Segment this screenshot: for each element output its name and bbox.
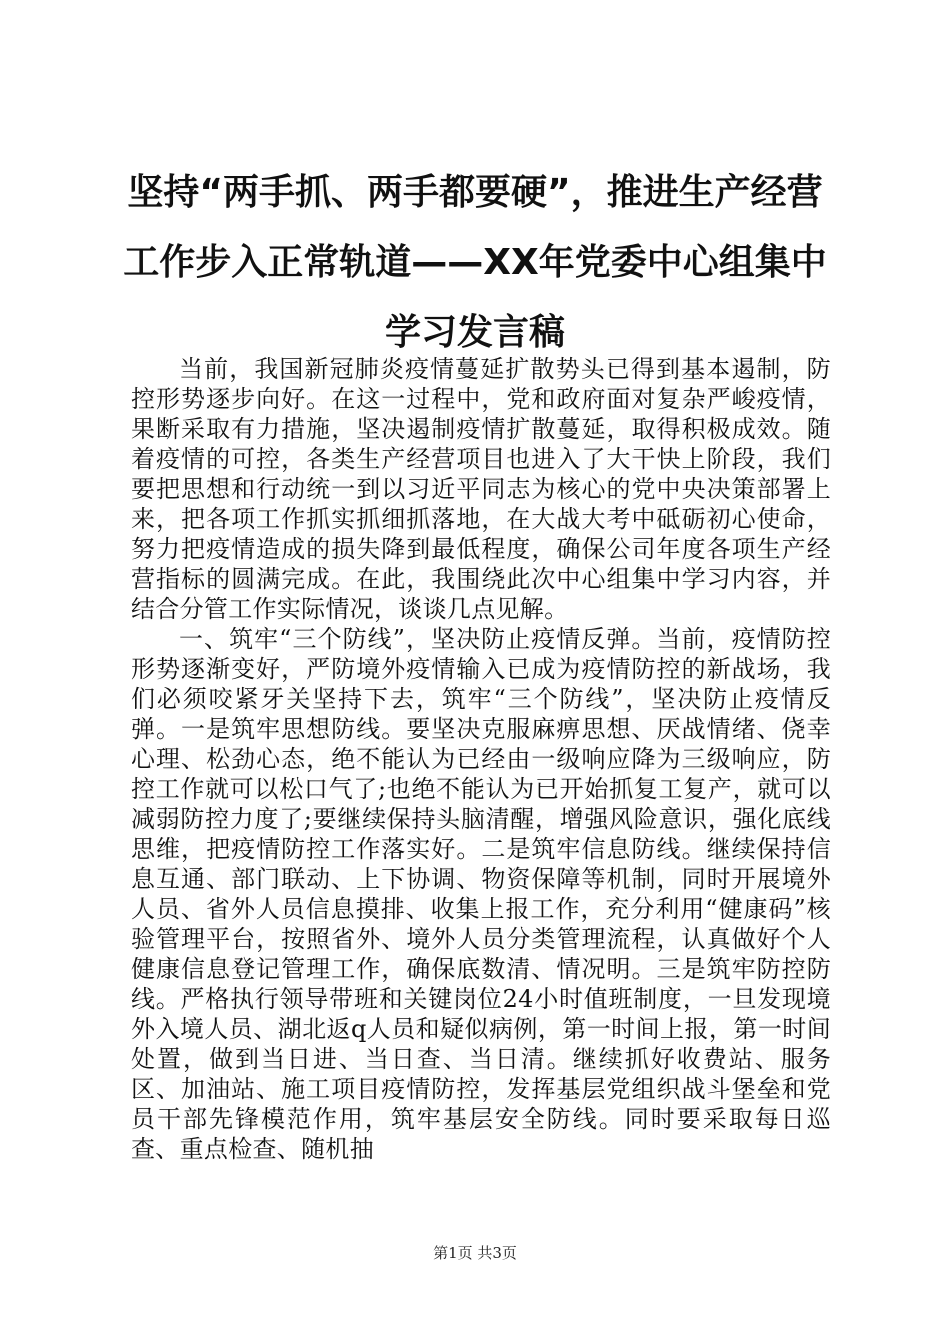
- document-title: [110, 158, 840, 368]
- paragraph-intro: 当前，我国新冠肺炎疫情蔓延扩散势头已得到基本遏制，防控形势逐步向好。在这一过程中，党和政府面对复杂严峻疫情，果断采取有力措施，坚决遏制疫情扩散蔓延，取得积极成效。随着疫情的可控，各类生产经营项目也进入了大干快上阶段，我们要把思想和行动统一到以习近平同志为核心的党中央决策部署上来，把各项工作抓实抓细抓落地，在大战大考中砥砺初心使命，努力把疫情造成的损失降到最低程度，确保公司年度各项生产经营指标的圆满完成。在此，我围绕此次中心组集中学习内容，并结合分管工作实际情况，谈谈几点见解。: [131, 355, 831, 623]
- title-line-2: 工作步入正常轨道——XX年党委中心组集中: [123, 242, 827, 283]
- title-line-3: 学习发言稿: [384, 312, 565, 353]
- page-footer: 第1页 共3页: [433, 1244, 517, 1262]
- title-line-1: 坚持“两手抓、两手都要硬”，推进生产经营: [127, 172, 823, 213]
- document-body: [131, 352, 831, 1164]
- paragraph-section-1: 一、筑牢“三个防线”，坚决防止疫情反弹。当前，疫情防控形势逐渐变好，严防境外疫情输入已成为疫情防控的新战场，我们必须咬紧牙关坚持下去，筑牢“三个防线”，坚决防止疫情反弹。一是筑牢思想防线。要坚决克服麻痹思想、厌战情绪、侥幸心理、松劲心态，绝不能认为已经由一级响应降为三级响应，防控工作就可以松口气了;也绝不能认为已开始抓复工复产，就可以减弱防控力度了;要继续保持头脑清醒，增强风险意识，强化底线思维，把疫情防控工作落实好。二是筑牢信息防线。继续保持信息互通、部门联动、上下协调、物资保障等机制，同时开展境外人员、省外人员信息摸排、收集上报工作，充分利用“健康码”核验管理平台，按照省外、境外人员分类管理流程，认真做好个人健康信息登记管理工作，确保底数清、情况明。三是筑牢防控防线。严格执行领导带班和关键岗位24小时值班制度，一旦发现境外入境人员、湖北返q人员和疑似病例，第一时间上报，第一时间处置，做到当日进、当日查、当日清。继续抓好收费站、服务区、加油站、施工项目疫情防控，发挥基层党组织战斗堡垒和党员干部先锋模范作用，筑牢基层安全防线。同时要采取每日巡查、重点检查、随机抽: [131, 625, 831, 1163]
